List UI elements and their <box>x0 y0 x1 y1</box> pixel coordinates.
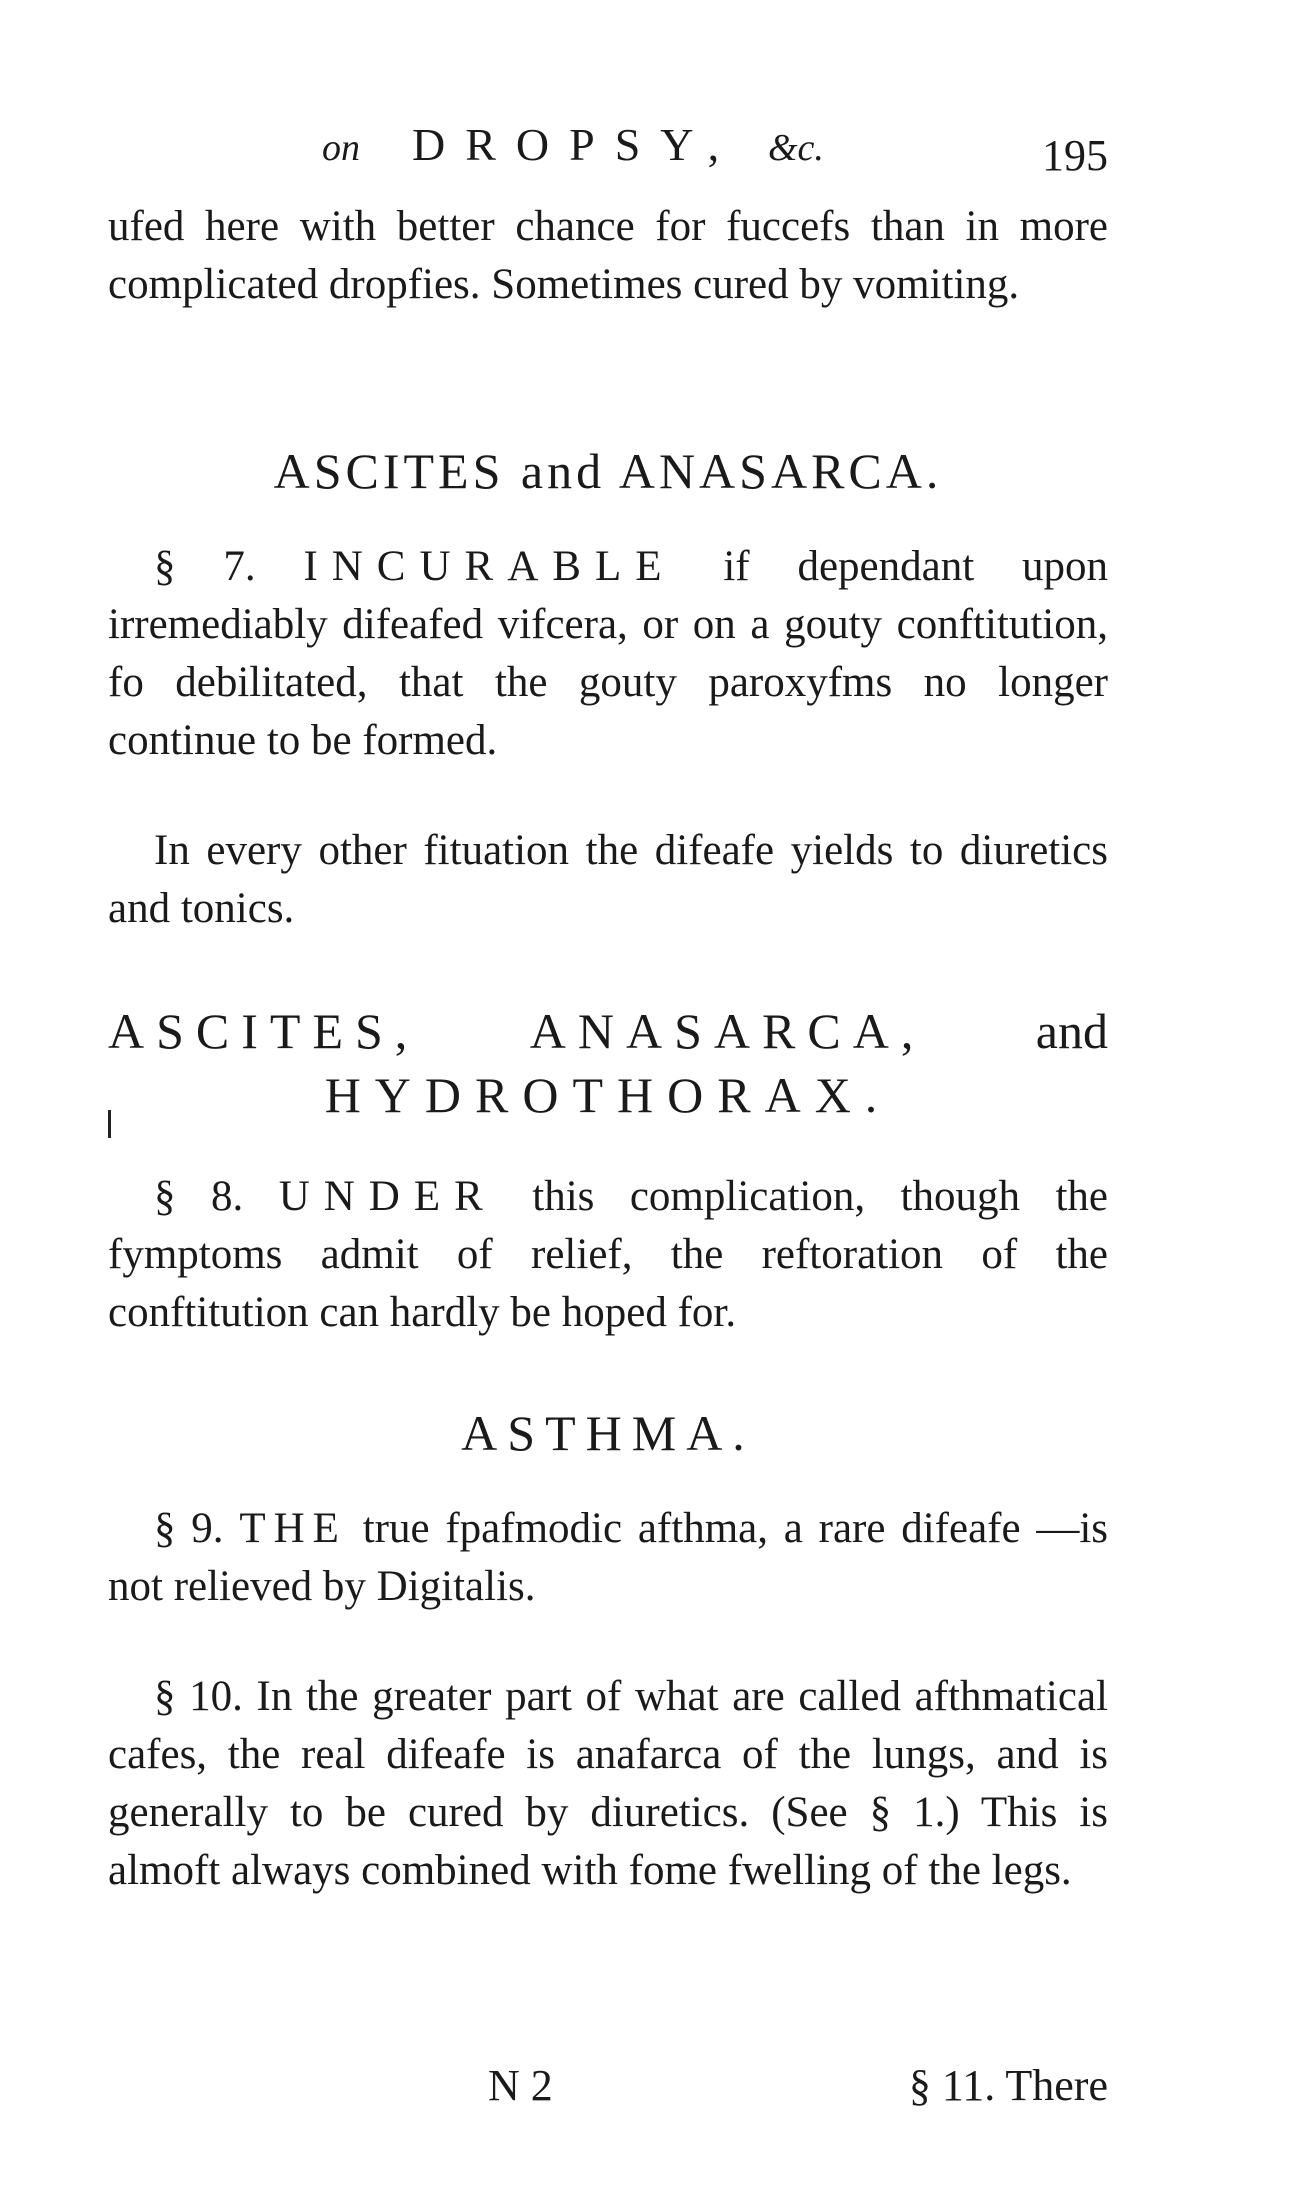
section-9-paragraph <box>108 1500 1108 1616</box>
section-10-marker: § 10. <box>154 1673 243 1720</box>
heading-ascites-anasarca-hydrothorax <box>108 1002 1108 1124</box>
section-9-text: true fpafmodic afthma, a rare difeafe —is not relieved by Digitalis. <box>108 1505 1109 1610</box>
heading-asthma: ASTHMA. <box>461 1405 755 1461</box>
catchword: § 11. There <box>908 2061 1108 2110</box>
running-head-title: DROPSY, <box>412 119 740 170</box>
signature-mark: N 2 <box>488 2061 553 2110</box>
running-head <box>108 118 1108 178</box>
section-8-paragraph <box>108 1168 1108 1342</box>
section-9-marker: § 9. <box>154 1505 224 1552</box>
running-head-prefix: on <box>322 127 360 169</box>
section-8-text: this complication, though the fymptoms admit of relief, the reftoration of the conftitution can hardly be hoped for. <box>108 1173 1108 1336</box>
section-7-paragraph <box>108 538 1108 770</box>
section-7-text: if dependant upon irremediably difeafed vifcera, or on a gouty conftitution, fo debilitated, that the gouty paroxyfms no longer continue to be formed. <box>108 543 1108 764</box>
section-7-marker: § 7. <box>154 543 256 590</box>
page-number: 195 <box>1042 131 1108 180</box>
section-8-lead: UNDER <box>278 1173 497 1220</box>
section-10-text: In the greater part of what are called afthmatical cafes, the real difeafe is anafarca of the lungs, and is generally to be cured by diuretics. (See § 1.) This is almoft always combined with fome fwelling of the legs. <box>108 1673 1108 1894</box>
running-head-suffix: &c. <box>768 127 824 169</box>
heading-ascites-anasarca: ASCITES and ANASARCA. <box>273 443 943 499</box>
margin-mark <box>108 1110 111 1138</box>
section-8-marker: § 8. <box>154 1173 244 1220</box>
section-10-paragraph <box>108 1668 1108 1900</box>
continuation-paragraph: ufed here with better chance for fuccefs than in more complicated dropfies. Sometimes cured by vomiting. <box>108 203 1108 308</box>
heading-word-ascites: ASCITES, <box>108 1003 420 1059</box>
heading-word-anasarca: ANASARCA, <box>529 1003 926 1059</box>
heading-line-2: HYDROTHORAX. <box>324 1067 892 1123</box>
section-9-lead: THE <box>239 1505 347 1552</box>
other-situation-paragraph: In every other fituation the difeafe yields to diuretics and tonics. <box>108 827 1108 932</box>
section-7-lead: INCURABLE <box>303 543 676 590</box>
catchline <box>108 2060 1108 2120</box>
heading-line-1 <box>108 1002 1108 1060</box>
heading-word-and: and <box>1035 1003 1108 1059</box>
